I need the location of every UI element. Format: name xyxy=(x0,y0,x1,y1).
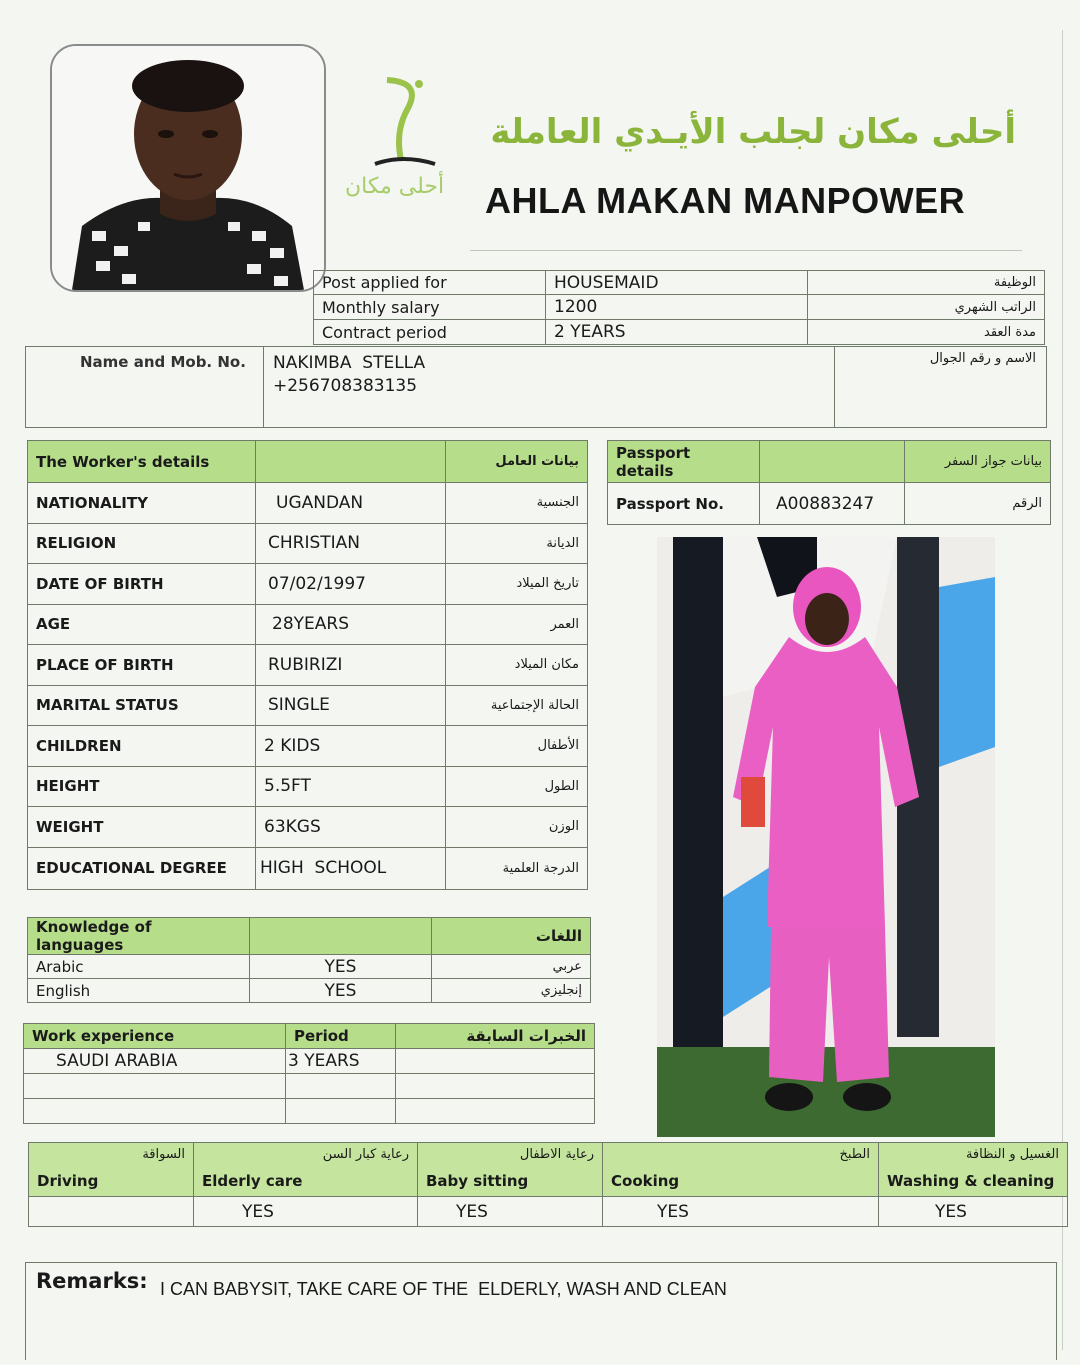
contract-label: Contract period xyxy=(314,320,546,345)
skill-label-ar: السواقة xyxy=(142,1147,185,1162)
worker-row-value: 07/02/1997 xyxy=(256,564,446,605)
salary-label: Monthly salary xyxy=(314,295,546,320)
worker-row-value: 28YEARS xyxy=(256,604,446,645)
language-name: Arabic xyxy=(28,955,250,979)
skill-label: Driving xyxy=(37,1172,99,1190)
skills-table xyxy=(28,1142,1068,1227)
salary-value: 1200 xyxy=(546,295,808,320)
passport-table xyxy=(607,440,1051,525)
worker-row-value: 5.5FT xyxy=(256,766,446,807)
skill-value: YES xyxy=(603,1197,879,1227)
company-name-english: AHLA MAKAN MANPOWER xyxy=(485,180,966,221)
post-table xyxy=(313,270,1045,345)
passport-heading-ar: بيانات جواز السفر xyxy=(905,441,1051,483)
worker-row-label: NATIONALITY xyxy=(28,483,256,524)
experience-table xyxy=(23,1023,595,1124)
passport-label: Passport No. xyxy=(608,483,760,525)
remarks-text: I CAN BABYSIT, TAKE CARE OF THE ELDERLY, WASH AND CLEAN xyxy=(160,1279,727,1299)
logo-text: أحلى مكان xyxy=(345,174,445,199)
language-value: YES xyxy=(250,955,432,979)
worker-row-label-ar: مكان الميلاد xyxy=(446,645,588,686)
worker-row-label: WEIGHT xyxy=(28,807,256,848)
name-label-ar: الاسم و رقم الجوال xyxy=(929,351,1036,366)
languages-heading-ar: اللغات xyxy=(432,918,591,955)
worker-row-label-ar: الطول xyxy=(446,766,588,807)
worker-row-value: CHRISTIAN xyxy=(256,523,446,564)
worker-row-label: AGE xyxy=(28,604,256,645)
full-body-photo xyxy=(657,537,995,1137)
contract-value: 2 YEARS xyxy=(546,320,808,345)
language-name-ar: عربي xyxy=(432,955,591,979)
skill-label-ar: الغسيل و النظافة xyxy=(965,1147,1059,1162)
experience-country: SAUDI ARABIA xyxy=(24,1049,286,1074)
language-name-ar: إنجليزي xyxy=(432,979,591,1003)
skill-value: YES xyxy=(879,1197,1068,1227)
portrait-photo xyxy=(50,44,326,292)
skill-value: YES xyxy=(194,1197,418,1227)
worker-row-value: RUBIRIZI xyxy=(256,645,446,686)
worker-row-label-ar: تاريخ الميلاد xyxy=(446,564,588,605)
passport-number: A00883247 xyxy=(760,483,905,525)
passport-heading: Passport details xyxy=(608,441,760,483)
worker-row-label-ar: الوزن xyxy=(446,807,588,848)
skill-label: Baby sitting xyxy=(426,1172,529,1190)
worker-name: NAKIMBA STELLA xyxy=(273,353,426,373)
skill-label-ar: رعاية الاطفال xyxy=(519,1147,594,1162)
worker-row-label: DATE OF BIRTH xyxy=(28,564,256,605)
worker-row-label-ar: العمر xyxy=(446,604,588,645)
worker-details-table xyxy=(27,440,588,890)
contract-label-ar: مدة العقد xyxy=(808,320,1045,345)
worker-row-label-ar: الجنسية xyxy=(446,483,588,524)
worker-row-label: CHILDREN xyxy=(28,726,256,767)
company-name-arabic: أحلى مكان لجلب الأيـدي العاملة xyxy=(490,112,1016,152)
worker-row-label: MARITAL STATUS xyxy=(28,685,256,726)
worker-row-value: SINGLE xyxy=(256,685,446,726)
remarks-label: Remarks: xyxy=(36,1269,148,1293)
worker-row-label: PLACE OF BIRTH xyxy=(28,645,256,686)
language-name: English xyxy=(28,979,250,1003)
worker-heading: The Worker's details xyxy=(28,441,256,483)
worker-heading-ar: بيانات العامل xyxy=(446,441,588,483)
skill-label: Cooking xyxy=(611,1172,680,1190)
post-value: HOUSEMAID xyxy=(546,271,808,295)
experience-heading-ar: الخبرات السابقة xyxy=(396,1024,595,1049)
languages-heading: Knowledge of languages xyxy=(28,918,250,955)
languages-table xyxy=(27,917,591,1003)
passport-label-ar: الرقم xyxy=(905,483,1051,525)
name-row xyxy=(25,346,1047,428)
post-label-ar: الوظيفة xyxy=(808,271,1045,295)
skill-label-ar: الطبخ xyxy=(839,1147,870,1162)
skill-label: Elderly care xyxy=(202,1172,303,1190)
company-logo xyxy=(335,70,455,220)
language-value: YES xyxy=(250,979,432,1003)
worker-mobile: +256708383135 xyxy=(273,376,418,396)
worker-row-label-ar: الأطفال xyxy=(446,726,588,767)
skill-value: YES xyxy=(418,1197,603,1227)
post-label: Post applied for xyxy=(314,271,546,295)
worker-row-value: 63KGS xyxy=(256,807,446,848)
worker-row-label-ar: الدرجة العلمية xyxy=(446,847,588,889)
worker-row-label: HEIGHT xyxy=(28,766,256,807)
worker-row-value: UGANDAN xyxy=(256,483,446,524)
worker-row-value: 2 KIDS xyxy=(256,726,446,767)
header-divider xyxy=(470,250,1022,251)
worker-row-label-ar: الحالة الإجتماعية xyxy=(446,685,588,726)
skill-label: Washing & cleaning xyxy=(887,1172,1055,1190)
period-heading: Period xyxy=(286,1024,396,1049)
name-label: Name and Mob. No. xyxy=(80,353,246,371)
skill-value xyxy=(29,1197,194,1227)
experience-period: 3 YEARS xyxy=(286,1049,396,1074)
experience-heading: Work experience xyxy=(24,1024,286,1049)
worker-row-label: RELIGION xyxy=(28,523,256,564)
skill-label-ar: رعاية كبار السن xyxy=(322,1147,409,1162)
remarks-box xyxy=(25,1262,1057,1360)
worker-row-label-ar: الديانة xyxy=(446,523,588,564)
worker-row-value: HIGH SCHOOL xyxy=(256,847,446,889)
worker-row-label: EDUCATIONAL DEGREE xyxy=(28,847,256,889)
salary-label-ar: الراتب الشهري xyxy=(808,295,1045,320)
